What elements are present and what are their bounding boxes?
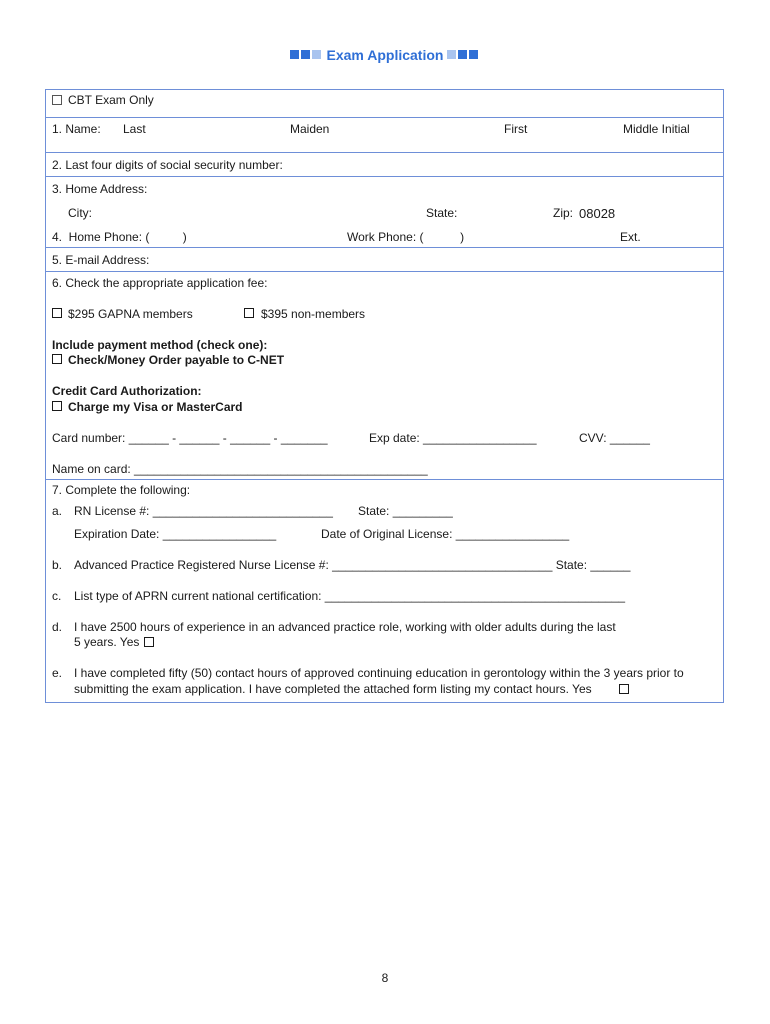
zip-field[interactable]: 08028 <box>579 206 616 221</box>
rn-license-field[interactable]: RN License #: ___________________________ <box>74 504 333 518</box>
item-letter: a. <box>52 504 63 518</box>
home-phone-field[interactable]: 4. Home Phone: ( ) <box>52 230 187 244</box>
fee-nonmembers-checkbox[interactable] <box>244 308 254 318</box>
divider <box>46 479 723 480</box>
decor-square-icon <box>447 50 456 59</box>
state-field[interactable]: State: <box>426 206 458 220</box>
name-on-card-field[interactable]: Name on card: ____________________________________________ <box>52 462 428 476</box>
ssn-field[interactable]: 2. Last four digits of social security number: <box>52 158 283 172</box>
divider <box>46 176 723 177</box>
item-letter: c. <box>52 589 62 603</box>
check-money-order-label: Check/Money Order payable to C-NET <box>68 353 285 367</box>
application-form <box>45 89 724 703</box>
page-header <box>0 47 770 63</box>
name-label: 1. Name: <box>52 122 101 136</box>
education-yes-label: submitting the exam application. I have completed the attached form listing my contact hours. Yes <box>74 682 592 696</box>
check-money-order-checkbox[interactable] <box>52 354 62 364</box>
zip-label: Zip: <box>553 206 574 220</box>
middle-initial-field[interactable]: Middle Initial <box>623 122 690 136</box>
fee-members-label: $295 GAPNA members <box>68 307 193 321</box>
page-title: Exam Application <box>326 47 444 63</box>
section7-label: 7. Complete the following: <box>52 483 191 497</box>
divider <box>46 117 723 118</box>
cvv-field[interactable]: CVV: ______ <box>579 431 650 445</box>
item-letter: e. <box>52 666 63 680</box>
divider <box>46 152 723 153</box>
education-statement: I have completed fifty (50) contact hours of approved continuing education in gerontology within the 3 years prior to <box>74 666 684 680</box>
home-address-field[interactable]: 3. Home Address: <box>52 182 148 196</box>
city-field[interactable]: City: <box>68 206 92 220</box>
decor-square-icon <box>469 50 478 59</box>
divider <box>46 247 723 248</box>
experience-yes-checkbox[interactable] <box>144 637 154 647</box>
education-yes-checkbox[interactable] <box>619 684 629 694</box>
experience-statement: I have 2500 hours of experience in an advanced practice role, working with older adults during the last <box>74 620 616 634</box>
expiration-date-field[interactable]: Expiration Date: _________________ <box>74 527 277 541</box>
decor-square-icon <box>458 50 467 59</box>
rn-state-field[interactable]: State: _________ <box>358 504 453 518</box>
item-letter: b. <box>52 558 63 572</box>
ext-field[interactable]: Ext. <box>620 230 641 244</box>
email-field[interactable]: 5. E-mail Address: <box>52 253 150 267</box>
card-number-field[interactable]: Card number: ______ - ______ - ______ - _______ <box>52 431 328 445</box>
decor-square-icon <box>312 50 321 59</box>
fee-members-checkbox[interactable] <box>52 308 62 318</box>
divider <box>46 271 723 272</box>
fee-label: 6. Check the appropriate application fee: <box>52 276 268 290</box>
credit-card-label: Charge my Visa or MasterCard <box>68 400 243 414</box>
original-license-date-field[interactable]: Date of Original License: _________________ <box>321 527 570 541</box>
item-letter: d. <box>52 620 63 634</box>
cc-heading: Credit Card Authorization: <box>52 384 202 398</box>
aprn-certification-field[interactable]: List type of APRN current national certification: _____________________________________________ <box>74 589 626 603</box>
first-name-field[interactable]: First <box>504 122 528 136</box>
credit-card-checkbox[interactable] <box>52 401 62 411</box>
cbt-label: CBT Exam Only <box>68 93 154 107</box>
aprn-license-field[interactable]: Advanced Practice Registered Nurse License #: _________________________________ State: ______ <box>74 558 631 572</box>
work-phone-field[interactable]: Work Phone: ( ) <box>347 230 465 244</box>
fee-nonmembers-label: $395 non-members <box>261 307 366 321</box>
cbt-checkbox[interactable] <box>52 95 62 105</box>
decor-square-icon <box>301 50 310 59</box>
decor-square-icon <box>290 50 299 59</box>
last-name-field[interactable]: Last <box>123 122 146 136</box>
page-number: 8 <box>381 971 389 985</box>
experience-yes-label: 5 years. Yes <box>74 635 140 649</box>
exp-date-field[interactable]: Exp date: _________________ <box>369 431 537 445</box>
payment-heading: Include payment method (check one): <box>52 338 268 352</box>
maiden-name-field[interactable]: Maiden <box>290 122 330 136</box>
